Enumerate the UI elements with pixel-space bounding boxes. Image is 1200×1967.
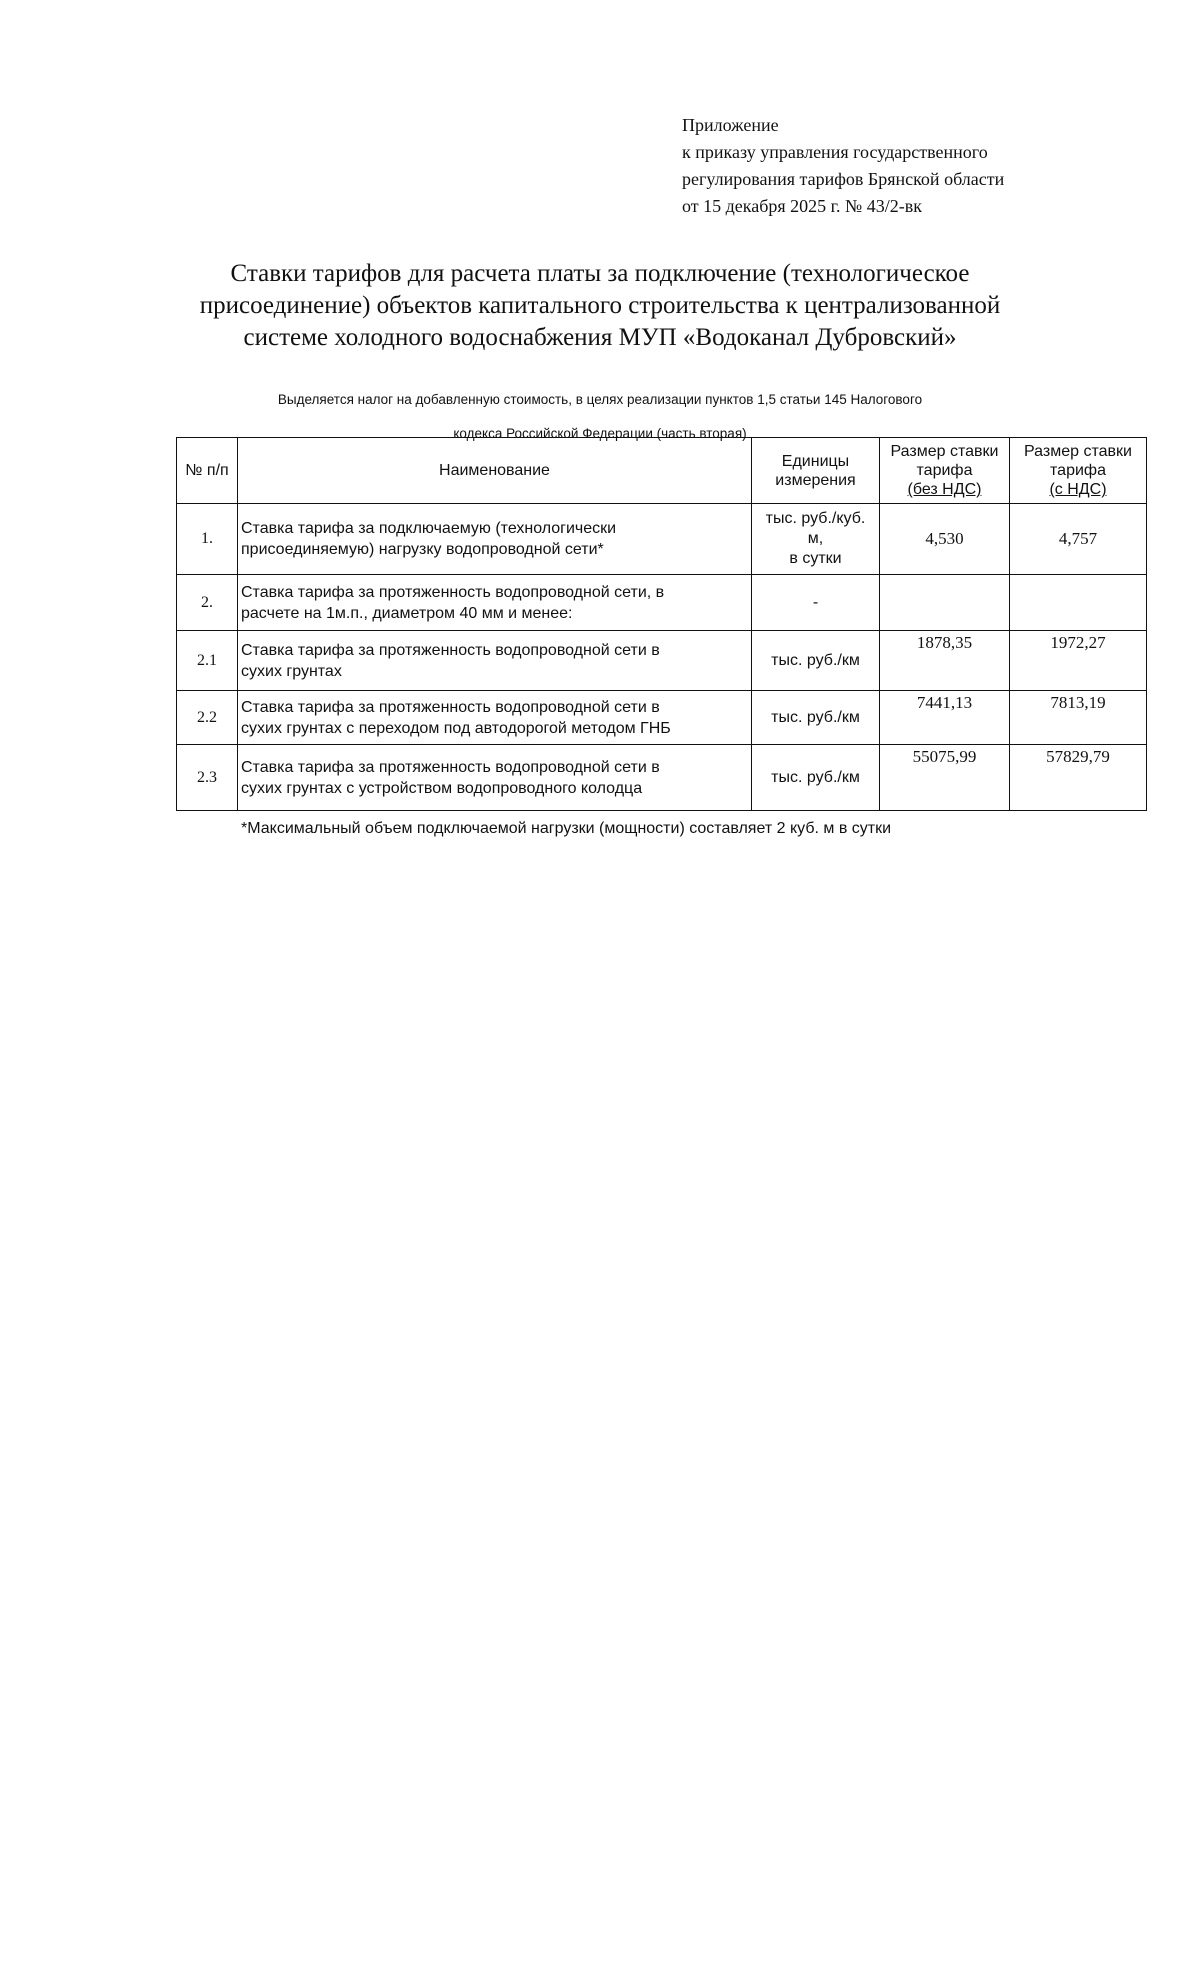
row-name [238, 745, 752, 811]
vat-note-line: Выделяется налог на добавленную стоимость, в целях реализации пунктов 1,5 статьи 145 Налогового [277, 392, 923, 407]
row-name [238, 575, 752, 631]
row-unit-line: тыс. руб./куб. [765, 510, 866, 527]
row-unit: тыс. руб./км [752, 745, 880, 811]
row-name-line: присоединяемую) нагрузку водопроводной сети* [241, 541, 604, 558]
appendix-block [682, 112, 1142, 220]
header-num: № п/п [177, 438, 238, 504]
vat-note-line: кодекса Российской Федерации (часть вторая) [453, 426, 747, 441]
row-name-line: Ставка тарифа за протяженность водопроводной сети в [241, 758, 660, 776]
row-rate-no-vat: 55075,99 [880, 745, 1010, 811]
row-name [238, 631, 752, 691]
header-line: тарифа [1050, 462, 1106, 479]
row-rate-vat: 4,757 [1010, 504, 1147, 575]
row-rate-vat: 1972,27 [1010, 631, 1147, 691]
row-num: 2.2 [177, 691, 238, 745]
row-rate-vat: 7813,19 [1010, 691, 1147, 745]
appendix-line: к приказу управления государственного [682, 142, 988, 162]
appendix-line: Приложение [682, 115, 779, 135]
row-unit: тыс. руб./км [752, 631, 880, 691]
row-rate-vat [1010, 575, 1147, 631]
appendix-line: регулирования тарифов Брянской области [682, 169, 1005, 189]
row-name-line: сухих грунтах с переходом под автодорогой методом ГНБ [241, 719, 671, 737]
row-rate-no-vat: 1878,35 [880, 631, 1010, 691]
row-name-line: сухих грунтах [241, 662, 342, 680]
header-rate-no-vat [880, 438, 1010, 504]
header-line: (без НДС) [907, 481, 982, 498]
header-line: Размер ставки [1024, 443, 1132, 460]
row-num: 2.3 [177, 745, 238, 811]
header-line: тарифа [916, 462, 973, 479]
title-line: присоединение) объектов капитального строительства к централизованной [199, 292, 1001, 319]
row-name-line: Ставка тарифа за протяженность водопроводной сети в [241, 698, 660, 716]
table-row [177, 745, 1147, 811]
row-rate-no-vat [880, 575, 1010, 631]
table-row [177, 504, 1147, 575]
table-row [177, 631, 1147, 691]
row-rate-no-vat: 4,530 [880, 504, 1010, 575]
header-line: Размер ставки [890, 443, 999, 460]
title-line: системе холодного водоснабжения МУП «Водоканал Дубровский» [243, 324, 957, 351]
header-rate-vat [1010, 438, 1147, 504]
header-line: (с НДС) [1049, 481, 1107, 498]
row-num: 2.1 [177, 631, 238, 691]
row-name-line: Ставка тарифа за протяженность водопроводной сети, в [241, 583, 665, 601]
table-row [177, 691, 1147, 745]
row-name [238, 691, 752, 745]
header-unit-line: измерения [775, 471, 856, 489]
title-line: Ставки тарифов для расчета платы за подключение (технологическое [230, 260, 970, 287]
row-unit [752, 504, 880, 575]
row-name-line: расчете на 1м.п., диаметром 40 мм и менее: [241, 604, 573, 622]
tariff-table [176, 437, 1147, 811]
row-name-line: сухих грунтах с устройством водопроводного колодца [241, 779, 643, 797]
table-row [177, 575, 1147, 631]
row-name [238, 504, 752, 575]
document-title [150, 258, 1050, 354]
row-rate-no-vat: 7441,13 [880, 691, 1010, 745]
footnote: *Максимальный объем подключаемой нагрузки (мощности) составляет 2 куб. м в сутки [241, 820, 892, 837]
row-unit: - [752, 575, 880, 631]
header-name: Наименование [238, 438, 752, 504]
row-rate-vat: 57829,79 [1010, 745, 1147, 811]
header-unit-line: Единицы [781, 452, 850, 470]
row-num: 1. [177, 504, 238, 575]
appendix-line: от 15 декабря 2025 г. № 43/2-вк [682, 196, 922, 216]
row-unit-line: м, [807, 530, 824, 547]
row-unit: тыс. руб./км [752, 691, 880, 745]
row-name-line: Ставка тарифа за подключаемую (технологически [241, 520, 617, 537]
row-name-line: Ставка тарифа за протяженность водопроводной сети в [241, 641, 660, 659]
table-header-row [177, 438, 1147, 504]
row-unit-line: в сутки [789, 550, 842, 567]
row-num: 2. [177, 575, 238, 631]
header-unit [752, 438, 880, 504]
